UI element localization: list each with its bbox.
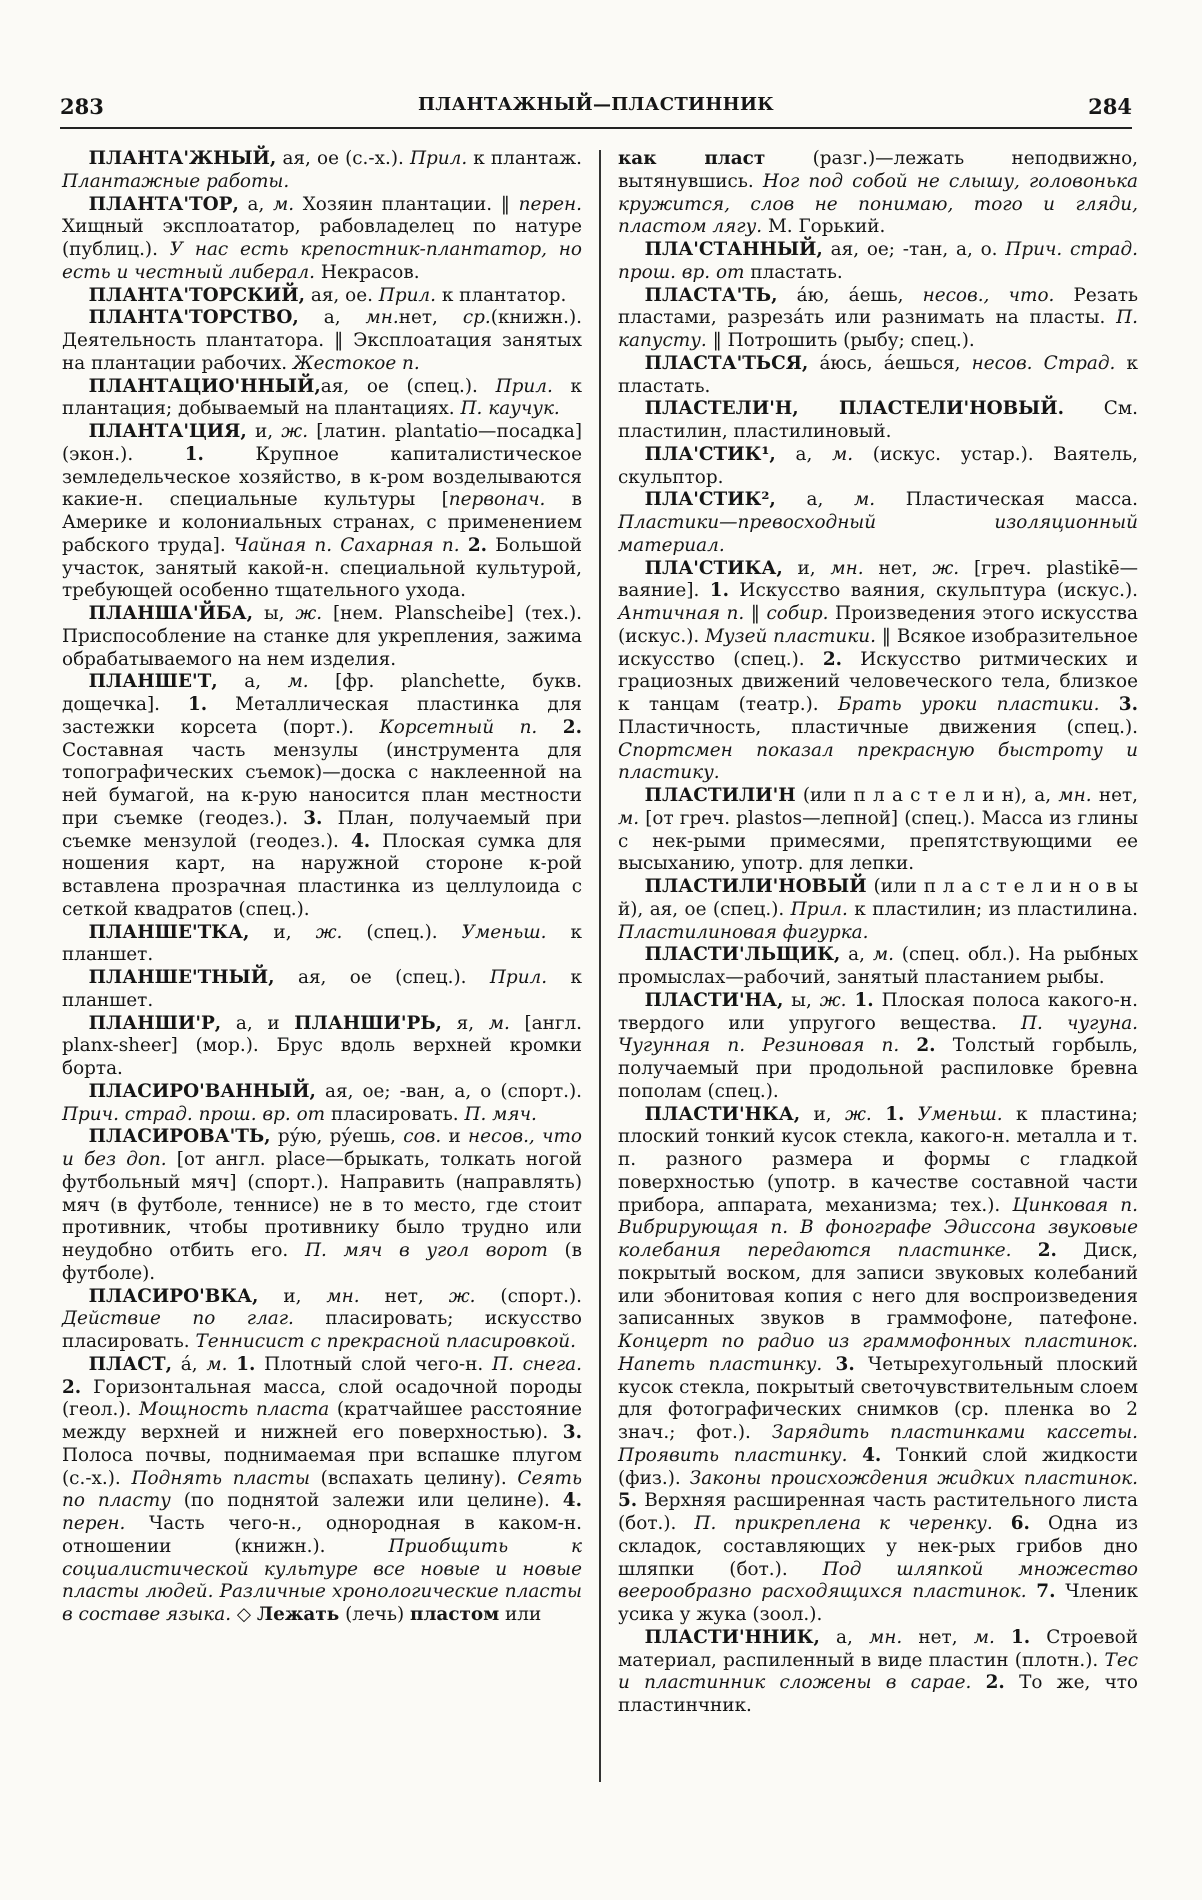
entry-text: перен. bbox=[62, 1513, 126, 1534]
dictionary-entry bbox=[62, 148, 582, 194]
entry-text: к планшет. bbox=[62, 967, 583, 1011]
entry-text: к пластина; плоский тонкий кусок стекла, какого-н. металла и т. п. разного размера и формы с гладкой поверхностью (употр. в качестве составной части прибора, аппарата, механизма; тех.). bbox=[618, 1103, 1138, 1216]
entry-text: (спец.). bbox=[342, 921, 462, 943]
entry-text: У нас есть крепостник-плантатор, но есть и честный либерал. bbox=[62, 239, 582, 283]
entry-text: Чайная п. Сахарная п. bbox=[233, 534, 460, 556]
entry-text: к плантация; добываемый на плантациях. bbox=[62, 375, 583, 420]
entry-text: Большой участок, занятый какой-н. специальной культурой, требующей особенно тщательного ухода. bbox=[62, 534, 582, 602]
headword: ПЛАНШЕ'Т, bbox=[88, 671, 218, 693]
entry-text: 3. bbox=[562, 1422, 582, 1443]
entry-text: Уменьш. bbox=[461, 921, 547, 943]
entry-text: а, bbox=[298, 307, 366, 329]
entry-text: См. пластилин, пластилиновый. bbox=[618, 398, 1138, 442]
entry-text bbox=[537, 717, 563, 738]
headword: ПЛАНТА'ТОРСКИЙ, bbox=[88, 284, 306, 306]
entry-text: 1. bbox=[188, 694, 208, 715]
right-column bbox=[618, 148, 1138, 1718]
entry-text: 2. bbox=[467, 534, 488, 556]
entry-text: (разг.)—лежать неподвижно, вытянувшись. bbox=[618, 148, 1138, 192]
entry-text: нет, bbox=[398, 307, 463, 329]
entry-text bbox=[847, 1445, 862, 1466]
entry-text: и, bbox=[249, 921, 316, 943]
entry-text bbox=[899, 1035, 916, 1056]
entry-text: а́юсь, а́ешься, bbox=[808, 352, 972, 374]
entry-text: ая, ое; -ван, а, о (спорт.). bbox=[315, 1080, 582, 1102]
entry-text bbox=[1011, 1240, 1037, 1261]
entry-text: 2. bbox=[562, 716, 582, 738]
entry-text: как пласт bbox=[618, 148, 766, 169]
headword: ПЛАНШИ'Р, bbox=[88, 1012, 222, 1034]
dictionary-entry bbox=[618, 398, 1138, 444]
entry-text: м. bbox=[488, 1012, 510, 1034]
entry-text: 4. bbox=[862, 1444, 882, 1466]
entry-text: Металлическая пластинка для застежки корсета (порт.). bbox=[62, 694, 582, 738]
entry-text: [греч. plastikē—ваяние]. bbox=[618, 557, 1138, 602]
entry-text: ая, ое (спец.). bbox=[274, 967, 490, 988]
entry-text: сов. bbox=[403, 1126, 442, 1148]
entry-text: Пластическая масса. bbox=[875, 489, 1138, 511]
entry-text: пласировать; искусство пласировать. bbox=[62, 1308, 582, 1352]
entry-text: Прил. bbox=[790, 898, 848, 920]
entry-text: ы, bbox=[253, 603, 296, 624]
entry-text: мн. bbox=[326, 1285, 360, 1307]
entry-text: Прил. bbox=[378, 284, 436, 306]
entry-text: Произведения этого искусства (искус.). bbox=[618, 603, 1138, 647]
dictionary-entry bbox=[618, 1627, 1138, 1718]
dictionary-entry bbox=[618, 558, 1138, 786]
entry-text: Плоская полоса какого-н. твердого или упругого вещества. bbox=[618, 989, 1138, 1034]
entry-text: Плотный слой чего-н. bbox=[255, 1353, 492, 1375]
entry-text: а, bbox=[775, 489, 854, 511]
entry-text: Прич. страд. прош. вр. от bbox=[618, 239, 1138, 283]
entry-text: ж. bbox=[448, 1285, 476, 1307]
entry-text: Спортсмен показал прекрасную быстроту и пластику. bbox=[618, 739, 1138, 784]
entry-text: 1. bbox=[1010, 1626, 1031, 1648]
headword: ПЛАСИРО'ВАННЫЙ, bbox=[88, 1080, 316, 1102]
entry-text: ж. bbox=[281, 421, 309, 442]
entry-text: (спорт.). bbox=[475, 1285, 583, 1307]
entry-text: 3. bbox=[835, 1353, 855, 1375]
entry-text: Верхняя расширенная часть растительного листа (бот.). bbox=[618, 1490, 1138, 1534]
entry-text: (искус. устар.). Ваятель, скульптор. bbox=[618, 443, 1138, 488]
dictionary-entry bbox=[618, 353, 1138, 399]
entry-text: а, и bbox=[221, 1012, 295, 1034]
headword: ПЛА'СТАННЫЙ, bbox=[644, 239, 823, 260]
entry-text: ж. bbox=[295, 603, 323, 624]
entry-text: ж. bbox=[315, 921, 343, 943]
entry-text: Уменьш. bbox=[917, 1103, 1003, 1125]
entry-text: пластать. bbox=[744, 261, 843, 283]
entry-text: а́ю, а́ешь, bbox=[777, 284, 923, 306]
entry-text: 1. bbox=[236, 1353, 256, 1375]
entry-text: Зарядить пластинками кассеты. Проявить пластинку. bbox=[618, 1422, 1138, 1466]
entry-text: ж. bbox=[819, 989, 847, 1011]
entry-text: и, bbox=[782, 557, 831, 579]
entry-text: пласировать. bbox=[325, 1103, 465, 1125]
entry-text: м. bbox=[272, 193, 295, 215]
entry-text: Хозяин плантации. ‖ bbox=[294, 193, 519, 215]
entry-text: перен. bbox=[518, 193, 582, 215]
entry-text: 1. bbox=[885, 1103, 905, 1125]
dictionary-entry bbox=[62, 603, 582, 671]
entry-text: (спец. обл.). На рыбных промыслах—рабочий, занятый пластанием рыбы. bbox=[618, 944, 1138, 988]
entry-text: Поднять пласты bbox=[131, 1467, 310, 1489]
dictionary-entry bbox=[618, 944, 1138, 990]
headword: ПЛАНШЕ'ТНЫЙ, bbox=[88, 967, 275, 988]
entry-text: я, bbox=[441, 1012, 489, 1034]
dictionary-entry bbox=[62, 1081, 582, 1127]
entry-text: [нем. Planscheibe] (тех.). Приспособление на станке для укрепления, зажима обрабатываемого на нем изделия. bbox=[62, 603, 582, 670]
entry-text: Под шляпкой множество веерообразно расходящихся пластинок. bbox=[618, 1558, 1138, 1603]
entry-text: Пластичность, пластичные движения (спец.). bbox=[618, 716, 1138, 738]
entry-text: ж. bbox=[932, 557, 960, 579]
entry-text: Мощность пласта bbox=[139, 1399, 330, 1421]
headword: ПЛАНТАЦИО'ННЫЙ, bbox=[88, 375, 321, 397]
entry-text: 3. bbox=[303, 807, 323, 829]
entry-text: 4. bbox=[350, 830, 371, 852]
entry-text: Строевой материал, распиленный в виде пластин (плотн.). bbox=[618, 1626, 1138, 1671]
headword: ПЛАНША'ЙБА, bbox=[88, 603, 254, 624]
entry-text: Сеять по пласту bbox=[62, 1467, 583, 1512]
entry-text: (книжн.). Деятельность плантатора. ‖ Эксплоатация занятых на плантации рабочих. bbox=[62, 307, 582, 374]
entry-text: ‖ Всякое изобразительное искусство (спец.). bbox=[618, 625, 1138, 670]
entry-text: [фр. planchette, букв. дощечка]. bbox=[62, 671, 582, 715]
entry-text: Плоская сумка для ношения карт, на наружной стороне к-рой вставлена прозрачная пластинка из целлулоида с сеткой квадратов (спец.). bbox=[62, 830, 582, 920]
entry-text: Прил. bbox=[495, 375, 553, 397]
entry-text: мн. bbox=[830, 557, 864, 579]
entry-text: ж. bbox=[845, 1103, 872, 1125]
entry-text: ая, ое (спец.). bbox=[320, 375, 496, 397]
entry-text: несов., что и без доп. bbox=[62, 1126, 583, 1170]
headword: ПЛАНШЕ'ТКА, bbox=[88, 921, 250, 943]
entry-text: П. чугуна. Чугунная п. Резиновая п. bbox=[618, 1012, 1138, 1057]
entry-text: м. bbox=[872, 944, 894, 966]
entry-text: ы, bbox=[783, 989, 820, 1011]
entry-text: к планшет. bbox=[62, 921, 583, 966]
entry-text: Часть чего-н., однородная в каком-н. отношении (книжн.). bbox=[62, 1513, 582, 1557]
entry-text: План, получаемый при съемке мензулой (геодез.). bbox=[62, 807, 582, 852]
entry-text: П. мяч в угол ворот bbox=[304, 1240, 548, 1261]
entry-text: П. снега. bbox=[491, 1353, 582, 1375]
page-header bbox=[60, 94, 1132, 128]
entry-text bbox=[993, 1513, 1011, 1534]
entry-text bbox=[1099, 694, 1118, 715]
entry-text: (или п л а с т е л и н о в ы й), ая, ое (спец.). bbox=[618, 876, 1138, 920]
entry-text bbox=[822, 1354, 835, 1375]
dictionary-entry bbox=[62, 194, 582, 285]
entry-text bbox=[872, 1104, 885, 1125]
entry-text: 6. bbox=[1010, 1513, 1030, 1534]
headword: ПЛА'СТИК², bbox=[644, 489, 776, 511]
dictionary-entry bbox=[62, 1013, 582, 1081]
dictionary-entry bbox=[618, 1104, 1138, 1627]
entry-text: к пластилин; из пластилина. bbox=[847, 898, 1138, 920]
headword: ПЛАСТИ'НКА, bbox=[644, 1103, 801, 1125]
entry-text: мн. bbox=[869, 1626, 903, 1648]
entry-text: Тес и пластинник сложены в сарае. bbox=[618, 1649, 1138, 1694]
entry-text: П. капусту. bbox=[618, 307, 1138, 351]
entry-text: Составная часть мензулы (инструмента для топографических съемок)—доска с наклеенной на ней бумагой, на к-рую наносится план местности при съемке (геодез.). bbox=[62, 739, 582, 829]
headword: ПЛАСТ, bbox=[88, 1353, 173, 1375]
entry-text: 1. bbox=[709, 580, 729, 602]
entry-text bbox=[904, 1104, 917, 1125]
entry-text: Концерт по радио из граммофонных пластинок. Напеть пластинку. bbox=[618, 1331, 1138, 1375]
headword: ПЛАСТИЛИ'Н bbox=[644, 785, 796, 806]
entry-text: а, bbox=[819, 1626, 869, 1648]
entry-text: 2. bbox=[822, 648, 843, 670]
entry-text: и, bbox=[800, 1103, 846, 1125]
entry-text bbox=[995, 1627, 1011, 1648]
entry-text: Прич. страд. прош. вр. от bbox=[62, 1103, 326, 1125]
entry-text: несов., что. bbox=[922, 284, 1055, 306]
entry-text: и, bbox=[246, 421, 282, 442]
entry-text: 2. bbox=[62, 1376, 82, 1398]
entry-text: Членик усика у жука (зоол.). bbox=[618, 1581, 1138, 1625]
entry-text: ая, ое. bbox=[305, 284, 379, 306]
entry-text: Пластики—превосходный изоляционный материал. bbox=[618, 512, 1138, 556]
headword: ПЛАНТА'ЖНЫЙ, bbox=[88, 148, 277, 169]
entry-text: [от англ. place—брыкать, толкать ногой футбольный мяч] (спорт.). Направить (направлять) мяч (в футболе, теннисе) не в то место, где стоит противник, чтобы противнику было трудно или неудобно отбить его. bbox=[62, 1149, 583, 1261]
entry-text: а, bbox=[775, 443, 833, 465]
dictionary-entry bbox=[62, 1354, 582, 1627]
entry-text: Корсетный п. bbox=[379, 716, 538, 738]
entry-text: [от греч. plastos—лепной] (спец.). Масса из глины с нек-рыми примесями, препятствующими ее высыханию, употр. для лепки. bbox=[618, 807, 1138, 875]
headword: ПЛАНТА'ЦИЯ, bbox=[88, 421, 247, 442]
entry-text: к плантаж. bbox=[467, 148, 582, 169]
entry-text: Плантажные работы. bbox=[62, 170, 290, 192]
headword: ПЛАНШИ'РЬ, bbox=[294, 1012, 442, 1034]
entry-text: Античная п. bbox=[618, 603, 745, 624]
entry-text: Одна из складок, составляющих у нек-рых грибов дно шляпки (бот.). bbox=[618, 1513, 1138, 1580]
headword: ПЛАСТИ'НА, bbox=[644, 989, 784, 1011]
entry-text: и bbox=[441, 1126, 469, 1148]
entry-text: ср. bbox=[462, 307, 491, 329]
entry-text: нет, bbox=[359, 1285, 449, 1307]
entry-text: в Америке и колониальных странах, с применением рабского труда]. bbox=[62, 489, 583, 556]
entry-text: 4. bbox=[562, 1490, 582, 1512]
entry-text: Крупное капиталистическое земледельческое хозяйство, в к-ром возделываются какие-н. специальные культуры [ bbox=[62, 443, 582, 511]
left-column bbox=[62, 148, 582, 1627]
entry-text: Диск, покрытый воском, для записи звуковых колебаний или эбонитовая копия с него для воспроизведения записанных звуков в граммофоне, патефоне. bbox=[618, 1240, 1138, 1330]
entry-text: [латин. plantatio—посадка] (экон.). bbox=[62, 421, 582, 465]
entry-text: Ног под собой не слышу, головонька кружится, слов не понимаю, того и гляди, пластом лягу. bbox=[618, 170, 1138, 238]
entry-text: пластом bbox=[410, 1604, 500, 1625]
entry-text: М. Горький. bbox=[762, 216, 886, 238]
entry-text: 5. bbox=[618, 1490, 638, 1512]
entry-text: 1. bbox=[184, 443, 204, 465]
entry-text: Музей пластики. bbox=[705, 625, 876, 647]
entry-text: Действие по глаг. bbox=[62, 1308, 294, 1330]
headword: ПЛАСИРОВА'ТЬ, bbox=[88, 1126, 271, 1148]
entry-text: Брать уроки пластики. bbox=[837, 694, 1100, 715]
entry-text: [англ. planx-sheer] (мор.). Брус вдоль верхней кромки борта. bbox=[62, 1012, 583, 1079]
entry-text: нет, bbox=[902, 1626, 974, 1648]
entry-text bbox=[971, 1672, 985, 1693]
entry-text: Лежать bbox=[256, 1604, 340, 1625]
entry-text: м. bbox=[832, 443, 854, 465]
entry-text: (или п л а с т е л и н), а, bbox=[795, 785, 1059, 806]
entry-text: 2. bbox=[1037, 1240, 1057, 1261]
page-number-left: 283 bbox=[60, 94, 104, 119]
dictionary-entry bbox=[618, 148, 1138, 239]
entry-text: Цинковая п. Вибрирующая п. В фонографе Эдиссона звуковые колебания передаются пластинке. bbox=[618, 1194, 1138, 1261]
headword: ПЛАНТА'ТОРСТВО, bbox=[88, 307, 299, 329]
headword: ПЛАСТЕЛИ'Н, ПЛАСТЕЛИ'НОВЫЙ. bbox=[644, 398, 1065, 420]
entry-text: Полоса почвы, поднимаемая при вспашке плугом (с.-х.). bbox=[62, 1444, 582, 1489]
entry-text: (кратчайшее расстояние между верхней и нижней его поверхностью). bbox=[62, 1399, 582, 1443]
entry-text bbox=[227, 1354, 236, 1375]
entry-text: Хищный эксплоататор, рабовладелец по натуре (публиц.). bbox=[62, 216, 582, 260]
entry-text: 1. bbox=[854, 989, 874, 1011]
dictionary-entry bbox=[62, 421, 582, 603]
headword: ПЛАНТА'ТОР, bbox=[88, 193, 239, 215]
entry-text: 7. bbox=[1036, 1581, 1056, 1603]
entry-text: а, bbox=[217, 671, 288, 693]
entry-text: П. мяч. bbox=[464, 1103, 537, 1125]
entry-text: Приобщить к социалистической культуре все новые и новые пласты людей. Различные хронологические пласты в составе языка. bbox=[62, 1535, 583, 1625]
entry-text: Искусство ритмических и грациозных движений человеческого тела, близкое к танцам (театр.). bbox=[618, 648, 1138, 715]
entry-text: Прил. bbox=[489, 967, 548, 988]
dictionary-entry bbox=[618, 876, 1138, 944]
entry-text: первонач. bbox=[448, 489, 546, 511]
entry-text: Жестокое п. bbox=[292, 352, 420, 374]
entry-text: 2. bbox=[916, 1035, 936, 1057]
entry-text: Искусство ваяния, скульптура (искус.). bbox=[728, 580, 1138, 602]
entry-text: мн. bbox=[365, 307, 399, 329]
entry-text: собир. bbox=[766, 603, 829, 624]
dictionary-entry bbox=[62, 1286, 582, 1354]
entry-text: Резать пластами, разреза́ть или разнимать на пласты. bbox=[618, 284, 1138, 329]
header-rule bbox=[60, 127, 1132, 129]
entry-text bbox=[1027, 1581, 1037, 1602]
entry-text: и, bbox=[258, 1285, 327, 1307]
headword: ПЛАСТИ'ННИК, bbox=[644, 1626, 820, 1648]
entry-text: нет, bbox=[863, 557, 933, 579]
entry-text: к пластать. bbox=[618, 352, 1138, 397]
headword: ПЛА'СТИКА, bbox=[644, 557, 783, 579]
entry-text: То же, что пластинчник. bbox=[618, 1672, 1138, 1716]
entry-text: Горизонтальная масса, слой осадочной породы (геол.). bbox=[62, 1376, 582, 1421]
entry-text: ‖ Потрошить (рыбу; спец.). bbox=[706, 330, 975, 351]
entry-text: Теннисист с прекрасной пласировкой. bbox=[195, 1331, 576, 1352]
entry-text: (лечь) bbox=[339, 1604, 410, 1625]
entry-text: П. каучук. bbox=[460, 398, 560, 420]
entry-text: несов. Страд. bbox=[971, 352, 1116, 374]
entry-text: Тонкий слой жидкости (физ.). bbox=[618, 1444, 1138, 1489]
entry-text: нет, bbox=[1091, 785, 1138, 806]
headword: ПЛАСТА'ТЬ, bbox=[644, 284, 778, 306]
entry-text: Четырехугольный плоский кусок стекла, покрытый светочувствительным слоем для фотографических снимков (ср. пленка во 2 знач.; фот.). bbox=[618, 1353, 1138, 1443]
running-title: ПЛАНТАЖНЫЙ—ПЛАСТИННИК bbox=[418, 94, 774, 115]
dictionary-entry bbox=[62, 1126, 582, 1285]
headword: ПЛАСИРО'ВКА, bbox=[88, 1285, 259, 1307]
dictionary-entry bbox=[62, 376, 582, 422]
entry-text: м. bbox=[618, 807, 640, 829]
headword: ПЛАСТА'ТЬСЯ, bbox=[644, 352, 809, 374]
entry-text: Законы происхождения жидких пластинок. bbox=[689, 1467, 1138, 1489]
dictionary-entry bbox=[618, 785, 1138, 876]
page-number-right: 284 bbox=[1088, 94, 1132, 119]
entry-text: Некрасов. bbox=[314, 261, 420, 283]
entry-text: или bbox=[499, 1604, 542, 1625]
dictionary-entry bbox=[618, 444, 1138, 490]
column-divider bbox=[599, 150, 601, 1782]
entry-text: ая, ое (с.-х.). bbox=[276, 148, 410, 169]
entry-text: (вспахать целину). bbox=[309, 1467, 518, 1489]
entry-text: П. прикреплена к черенку. bbox=[694, 1513, 993, 1534]
entry-text: ая, ое; -тан, а, о. bbox=[822, 239, 1006, 260]
entry-text: к плантатор. bbox=[436, 284, 567, 306]
headword: ПЛА'СТИК¹, bbox=[644, 443, 776, 465]
entry-text: мн. bbox=[1058, 785, 1092, 806]
entry-text: а, bbox=[840, 944, 873, 966]
dictionary-entry bbox=[618, 489, 1138, 557]
entry-text: м. bbox=[854, 489, 876, 511]
entry-text: м. bbox=[287, 671, 309, 693]
dictionary-entry bbox=[62, 967, 582, 1013]
dictionary-entry bbox=[618, 285, 1138, 353]
headword: ПЛАСТИЛИ'НОВЫЙ bbox=[644, 876, 867, 897]
entry-text: (по поднятой залежи или целине). bbox=[170, 1490, 563, 1512]
entry-text: ◇ bbox=[231, 1604, 257, 1625]
dictionary-entry bbox=[62, 307, 582, 375]
dictionary-entry bbox=[62, 922, 582, 968]
entry-text: Толстый горбыль, получаемый при продольной распиловке бревна пополам (спец.). bbox=[618, 1035, 1138, 1102]
entry-text: 2. bbox=[985, 1672, 1005, 1694]
dictionary-entry bbox=[618, 239, 1138, 285]
entry-text: 3. bbox=[1118, 694, 1138, 715]
entry-text: (в футболе). bbox=[62, 1240, 583, 1284]
entry-text: Прил. bbox=[409, 148, 468, 169]
entry-text: ‖ bbox=[744, 603, 767, 624]
dictionary-entry bbox=[62, 671, 582, 921]
entry-text bbox=[460, 535, 468, 556]
entry-text: а́, bbox=[172, 1353, 207, 1375]
entry-text: м. bbox=[206, 1353, 228, 1375]
entry-text: а, bbox=[238, 193, 273, 215]
headword: ПЛАСТИ'ЛЬЩИК, bbox=[644, 944, 841, 966]
dictionary-entry bbox=[618, 990, 1138, 1104]
entry-text: м. bbox=[973, 1626, 995, 1648]
entry-text: Пластилиновая фигурка. bbox=[618, 921, 869, 943]
entry-text: ру́ю, ру́ешь, bbox=[270, 1126, 404, 1148]
dictionary-entry bbox=[62, 285, 582, 308]
